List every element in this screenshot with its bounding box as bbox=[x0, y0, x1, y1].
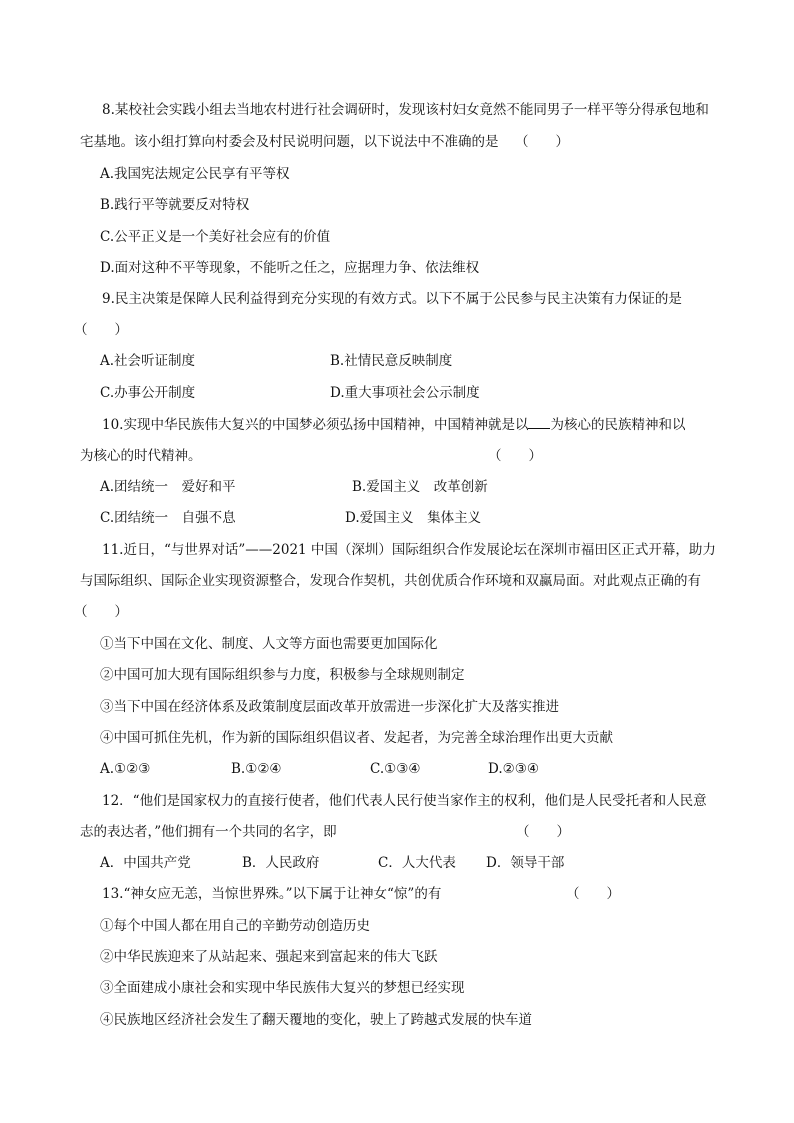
q12-option-a: A．中国共产党 bbox=[100, 855, 191, 871]
q11-option-b: B.①②④ bbox=[231, 761, 282, 777]
q8-option-a: A.我国宪法规定公民享有平等权 bbox=[100, 166, 290, 182]
q9-option-d: D.重大事项社会公示制度 bbox=[330, 385, 480, 401]
q9-answer-paren: （ ） bbox=[74, 322, 128, 338]
q8-answer-paren: （ ） bbox=[515, 134, 569, 150]
q12-answer-paren: （ ） bbox=[516, 824, 570, 840]
q13-stem-line1: 13.“神女应无恙，当惊世界殊。”以下属于让神女“惊”的有 bbox=[102, 886, 442, 902]
q8-option-d: D.面对这种不平等现象，不能听之任之，应据理力争、依法维权 bbox=[100, 260, 480, 276]
q11-statement-4: ④中国可抓住先机，作为新的国际组织倡议者、发起者，为完善全球治理作出更大贡献 bbox=[100, 730, 613, 746]
q12-option-b: B．人民政府 bbox=[242, 855, 320, 871]
q8-option-b: B.践行平等就要反对特权 bbox=[100, 197, 250, 213]
q10-option-a: A.团结统一 爱好和平 bbox=[100, 479, 236, 495]
q9-option-b: B.社情民意反映制度 bbox=[330, 353, 453, 369]
q11-answer-paren: （ ） bbox=[74, 604, 128, 620]
q9-option-a: A.社会听证制度 bbox=[100, 353, 196, 369]
q11-statement-3: ③当下中国在经济体系及政策制度层面改革开放需进一步深化扩大及落实推进 bbox=[100, 699, 559, 715]
q10-answer-paren: （ ） bbox=[488, 448, 542, 464]
q10-stem-part1: 10.实现中华民族伟大复兴的中国梦必须弘扬中国精神，中国精神就是以 bbox=[102, 417, 529, 433]
q12-stem-line1: 12．“他们是国家权力的直接行使者，他们代表人民行使当家作主的权利，他们是人民受托者和人民意 bbox=[102, 793, 707, 809]
q10-option-d: D.爱国主义 集体主义 bbox=[345, 510, 482, 526]
q10-stem-part2: 为核心的民族精神和以 bbox=[550, 417, 686, 433]
q11-statement-1: ①当下中国在文化、制度、人文等方面也需要更加国际化 bbox=[100, 636, 438, 652]
q13-statement-2: ②中华民族迎来了从站起来、强起来到富起来的伟大飞跃 bbox=[100, 949, 438, 965]
q11-statement-2: ②中国可加大现有国际组织参与力度，积极参与全球规则制定 bbox=[100, 667, 465, 683]
q8-option-c: C.公平正义是一个美好社会应有的价值 bbox=[100, 229, 331, 245]
q13-statement-3: ③全面建成小康社会和实现中华民族伟大复兴的梦想已经实现 bbox=[100, 980, 465, 996]
q10-stem-line2: 为核心的时代精神。 bbox=[80, 448, 202, 464]
q13-statement-1: ①每个中国人都在用自己的辛勤劳动创造历史 bbox=[100, 918, 370, 934]
q12-stem-line2: 志的表达者，”他们拥有一个共同的名字，即 bbox=[80, 824, 337, 840]
q10-option-b: B.爱国主义 改革创新 bbox=[352, 479, 488, 495]
q13-answer-paren: （ ） bbox=[566, 886, 620, 902]
q11-stem-line1: 11.近日，“与世界对话”——2021 中国（深圳）国际组织合作发展论坛在深圳市福田区正式开幕，助力 bbox=[102, 542, 716, 558]
q8-stem-line1: 8.某校社会实践小组去当地农村进行社会调研时，发现该村妇女竟然不能同男子一样平等分得承包地和 bbox=[102, 102, 709, 118]
q13-statement-4: ④民族地区经济社会发生了翻天覆地的变化，驶上了跨越式发展的快车道 bbox=[100, 1012, 532, 1028]
q10-stem-line1 bbox=[102, 414, 685, 435]
q12-option-d: D．领导干部 bbox=[486, 855, 565, 871]
q10-fill-blank bbox=[528, 414, 550, 429]
q11-option-a: A.①②③ bbox=[100, 761, 151, 777]
q10-option-c: C.团结统一 自强不息 bbox=[100, 510, 236, 526]
q11-option-d: D.②③④ bbox=[488, 761, 539, 777]
q9-option-c: C.办事公开制度 bbox=[100, 385, 196, 401]
q11-stem-line2: 与国际组织、国际企业实现资源整合，发现合作契机，共创优质合作环境和双赢局面。对此观点正确的有 bbox=[80, 573, 701, 589]
q8-stem-line2: 宅基地。该小组打算向村委会及村民说明问题，以下说法中不准确的是 bbox=[80, 134, 499, 150]
q9-stem-line1: 9.民主决策是保障人民利益得到充分实现的有效方式。以下不属于公民参与民主决策有力保证的是 bbox=[102, 291, 682, 307]
q12-option-c: C．人大代表 bbox=[378, 855, 456, 871]
q11-option-c: C.①③④ bbox=[370, 761, 421, 777]
